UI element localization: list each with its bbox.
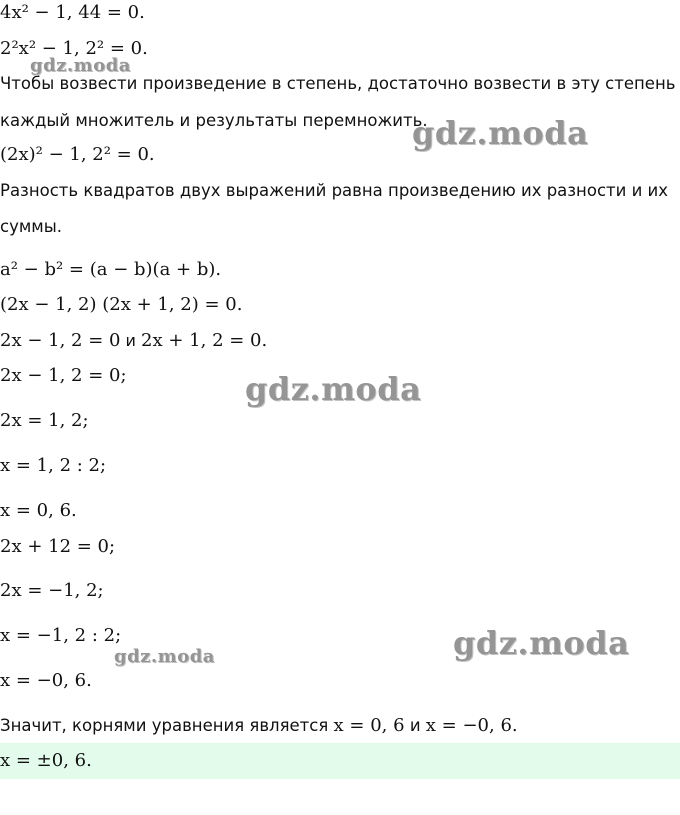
explanation-text: Разность квадратов двух выражений равна произведению их разности и их bbox=[0, 181, 669, 200]
math-text: 2²x² − 1, 2² = 0. bbox=[0, 38, 148, 59]
explanation-text: суммы. bbox=[0, 217, 63, 236]
math-text: x = −0, 6. bbox=[425, 715, 518, 736]
equation-line bbox=[0, 410, 89, 431]
equation-line bbox=[0, 294, 242, 315]
watermark-logo: gdz.moda bbox=[30, 55, 131, 76]
equation-line bbox=[0, 536, 115, 557]
math-text: 2x = 1, 2; bbox=[0, 410, 89, 431]
conclusion-line bbox=[0, 715, 518, 736]
answer-box bbox=[0, 743, 680, 779]
equation-line bbox=[0, 625, 121, 646]
watermark-logo: gdz.moda bbox=[453, 624, 630, 662]
watermark-logo: gdz.moda bbox=[245, 370, 422, 408]
text-line bbox=[0, 181, 668, 200]
answer-text: x = ±0, 6. bbox=[0, 750, 92, 771]
math-text: a² − b² = (a − b)(a + b). bbox=[0, 259, 222, 280]
watermark-logo: gdz.moda bbox=[412, 114, 589, 152]
math-text: x = −0, 6. bbox=[0, 670, 92, 691]
conjunction-text: и bbox=[120, 331, 142, 350]
math-text: x = 1, 2 : 2; bbox=[0, 455, 107, 476]
math-text: 2x − 1, 2 = 0; bbox=[0, 365, 127, 386]
equation-line bbox=[0, 455, 106, 476]
watermark-logo: gdz.moda bbox=[114, 646, 215, 667]
conjunction-text: и bbox=[404, 716, 426, 735]
equation-line bbox=[0, 580, 104, 601]
math-text: x = 0, 6. bbox=[0, 500, 77, 521]
math-text: (2x − 1, 2) (2x + 1, 2) = 0. bbox=[0, 294, 243, 315]
equation-line bbox=[0, 2, 145, 23]
math-text: 2x = −1, 2; bbox=[0, 580, 104, 601]
equation-line bbox=[0, 144, 155, 165]
explanation-text: Значит, корнями уравнения является bbox=[0, 716, 334, 735]
math-text: 2x − 1, 2 = 0 bbox=[0, 330, 121, 351]
math-text: 2x + 1, 2 = 0. bbox=[141, 330, 268, 351]
math-text: x = 0, 6 bbox=[333, 715, 405, 736]
equation-line bbox=[0, 330, 267, 351]
math-text: (2x)² − 1, 2² = 0. bbox=[0, 144, 155, 165]
math-text: 2x + 12 = 0; bbox=[0, 536, 116, 557]
math-text: x = −1, 2 : 2; bbox=[0, 625, 122, 646]
text-line bbox=[0, 111, 428, 130]
equation-line bbox=[0, 365, 127, 386]
equation-line bbox=[0, 500, 77, 521]
explanation-text: каждый множитель и результаты перемножить. bbox=[0, 111, 428, 130]
text-line bbox=[0, 217, 62, 236]
text-line bbox=[0, 74, 675, 93]
equation-line bbox=[0, 259, 221, 280]
explanation-text: Чтобы возвести произведение в степень, достаточно возвести в эту степень bbox=[0, 74, 676, 93]
math-text: 4x² − 1, 44 = 0. bbox=[0, 2, 145, 23]
equation-line bbox=[0, 670, 92, 691]
